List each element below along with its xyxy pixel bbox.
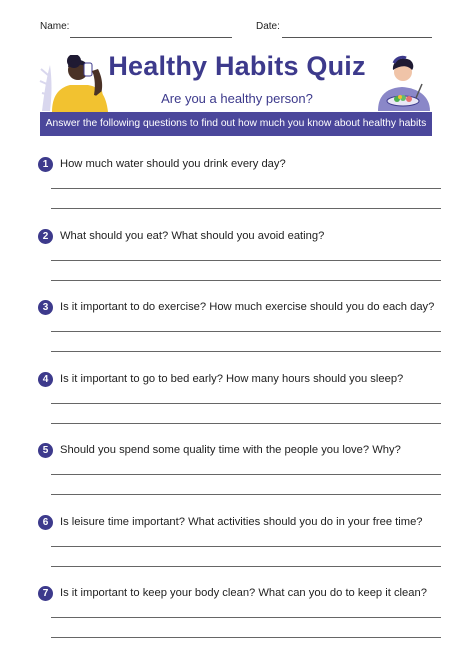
answer-line[interactable] [51,260,441,261]
name-label: Name: [40,21,70,32]
date-label: Date: [256,21,280,32]
question-number: 2 [38,229,53,244]
date-field[interactable] [256,21,280,32]
date-line [282,37,432,38]
name-line [70,37,232,38]
question-text: Should you spend some quality time with the people you love? Why? [60,444,401,456]
answer-line[interactable] [51,208,441,209]
answer-line[interactable] [51,331,441,332]
answer-line[interactable] [51,280,441,281]
question-text: Is it important to keep your body clean? What can you do to keep it clean? [60,587,427,599]
answer-line[interactable] [51,546,441,547]
question-number: 3 [38,300,53,315]
answer-line[interactable] [51,637,441,638]
question-text: Is it important to go to bed early? How many hours should you sleep? [60,373,404,385]
instructions-banner: Answer the following questions to find out how much you know about healthy habits [40,112,432,136]
question-text: What should you eat? What should you avoid eating? [60,230,325,242]
answer-line[interactable] [51,494,441,495]
question-text: Is it important to do exercise? How much exercise should you do each day? [60,301,435,313]
answer-line[interactable] [51,617,441,618]
answer-line[interactable] [51,566,441,567]
question-number: 1 [38,157,53,172]
question-text: Is leisure time important? What activities should you do in your free time? [60,516,423,528]
answer-line[interactable] [51,188,441,189]
question-number: 5 [38,443,53,458]
question-number: 4 [38,372,53,387]
answer-line[interactable] [51,474,441,475]
page-title: Healthy Habits Quiz [108,51,366,81]
answer-line[interactable] [51,423,441,424]
page-subtitle: Are you a healthy person? [161,91,313,106]
question-number: 6 [38,515,53,530]
name-field[interactable] [40,21,69,32]
question-text: How much water should you drink every day? [60,158,286,170]
answer-line[interactable] [51,403,441,404]
question-number: 7 [38,586,53,601]
answer-line[interactable] [51,351,441,352]
